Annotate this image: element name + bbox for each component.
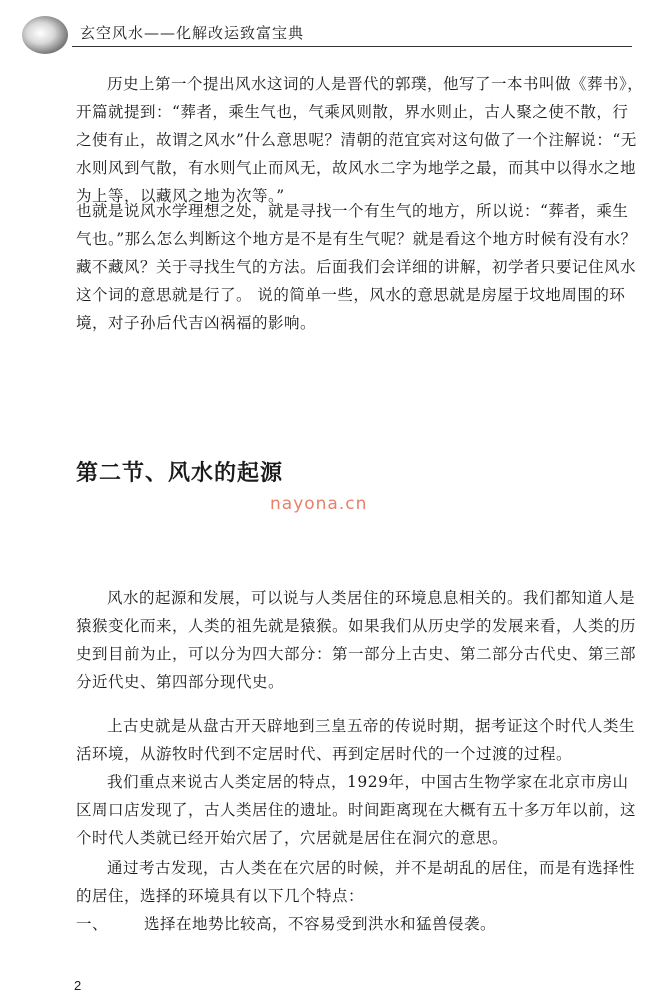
paragraph-section-1 bbox=[76, 584, 644, 696]
paragraph-intro-1 bbox=[76, 70, 644, 210]
list-item-text: 选择在地势比较高，不容易受到洪水和猛兽侵袭。 bbox=[144, 915, 497, 933]
paragraph-text: 通过考古发现，古人类在在穴居的时候，并不是胡乱的居住，而是有选择性的居住，选择的环境具有以下几个特点： bbox=[76, 859, 636, 905]
paragraph-section-2 bbox=[76, 712, 644, 768]
paragraph-section-3 bbox=[76, 768, 644, 852]
book-logo bbox=[22, 16, 68, 54]
paragraph-section-4 bbox=[76, 854, 644, 910]
list-marker: 一、 bbox=[76, 915, 109, 933]
paragraph-text: 历史上第一个提出风水这词的人是晋代的郭璞，他写了一本书叫做《葬书》，开篇就提到：“葬者，乘生气也，气乘风则散，界水则止，古人聚之使不散，行之使有止，故谓之风水”什么意思呢？清朝的范宜宾对这句做了一个注解说：“无水则风到气散，有水则气止而风无，故风水二字为地学之最，而其中以得水之地为上等，以藏风之地为次等。” bbox=[76, 75, 644, 205]
list-item bbox=[76, 912, 496, 934]
watermark: nayona.cn bbox=[270, 494, 368, 514]
paragraph-text: 上古史就是从盘古开天辟地到三皇五帝的传说时期，据考证这个时代人类生活环境，从游牧时代到不定居时代、再到定居时代的一个过渡的过程。 bbox=[76, 717, 636, 763]
header-divider bbox=[72, 46, 632, 47]
paragraph-intro-2 bbox=[76, 197, 644, 337]
paragraph-text: 风水的起源和发展，可以说与人类居住的环境息息相关的。我们都知道人是猿猴变化而来，人类的祖先就是猿猴。如果我们从历史学的发展来看，人类的历史到目前为止，可以分为四大部分：第一部分上古史、第二部分古代史、第三部分近代史、第四部分现代史。 bbox=[76, 589, 637, 691]
paragraph-text: 也就是说风水学理想之处，就是寻找一个有生气的地方，所以说：“葬者，乘生气也。”那么怎么判断这个地方是不是有生气呢？就是看这个地方时候有没有水？藏不藏风？关于寻找生气的方法。后面我们会详细的讲解，初学者只要记住风水这个词的意思就是行了。 说的简单一些，风水的意思就是房屋于坟地周围的环境，对子孙后代吉凶祸福的影响。 bbox=[76, 202, 637, 332]
running-header-title: 玄空风水——化解改运致富宝典 bbox=[80, 24, 305, 42]
section-heading: 第二节、风水的起源 bbox=[76, 460, 284, 486]
page-number: 2 bbox=[74, 978, 82, 993]
paragraph-text: 我们重点来说古人类定居的特点，1929年，中国古生物学家在北京市房山区周口店发现了，古人类居住的遗址。时间距离现在大概有五十多万年以前，这个时代人类就已经开始穴居了，穴居就是居住在洞穴的意思。 bbox=[76, 773, 637, 847]
